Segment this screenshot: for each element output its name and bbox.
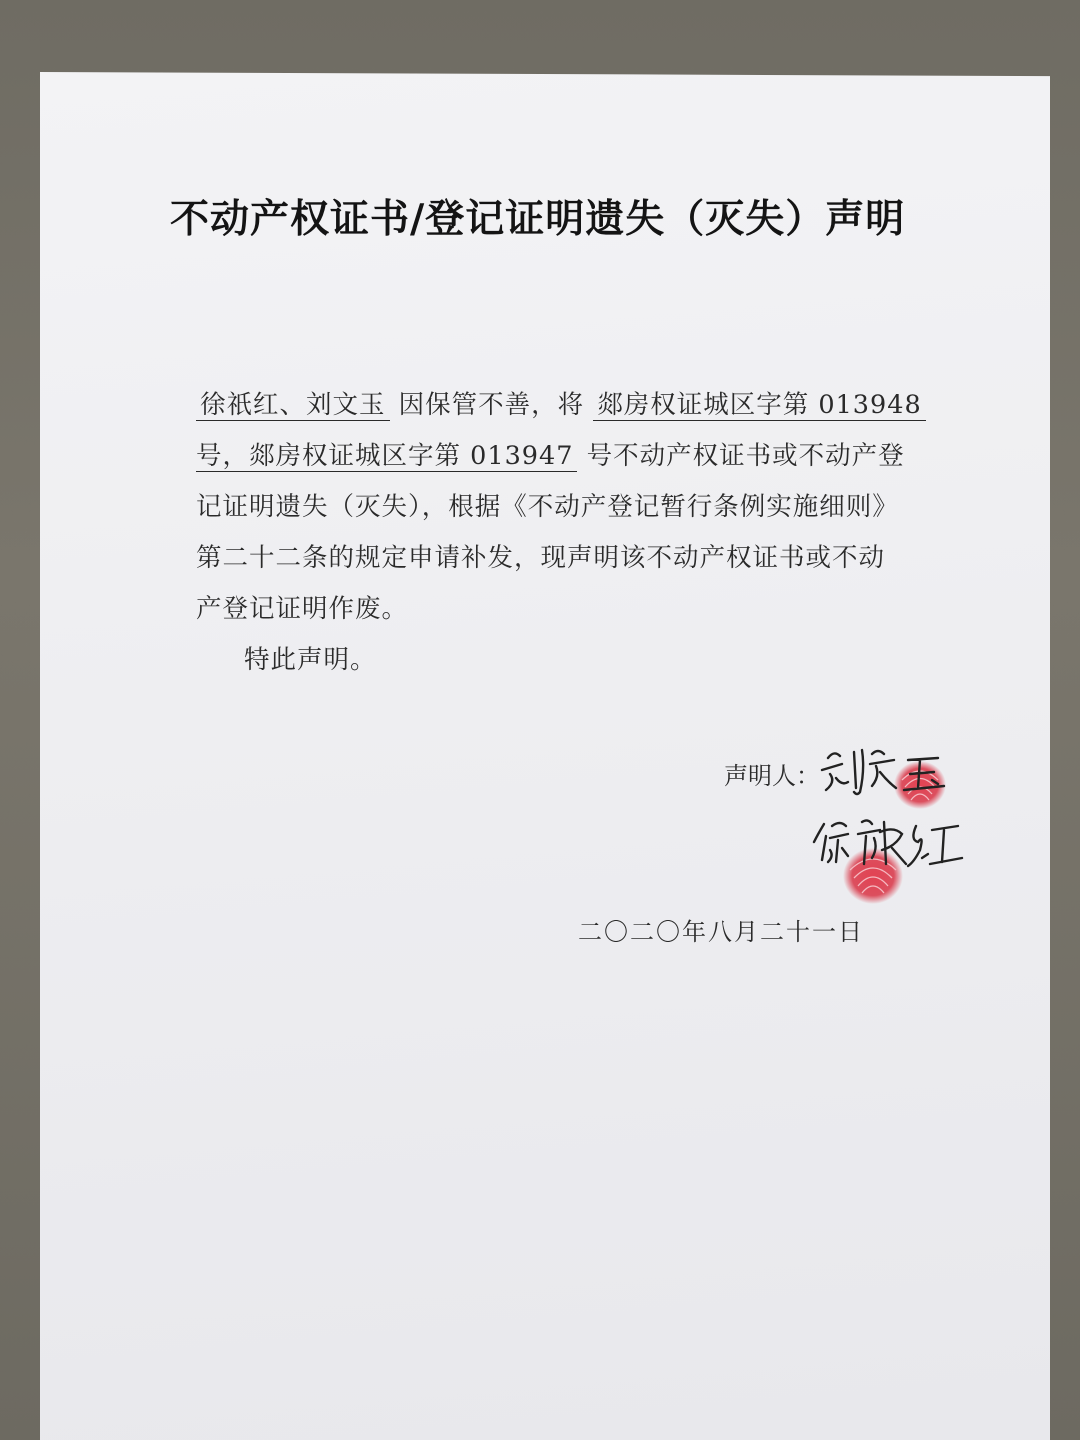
signatures-with-fingerprints xyxy=(810,730,970,920)
certificate-number-2: 郯房权证城区字第 013947 xyxy=(249,441,577,472)
certificate-number-1: 郯房权证城区字第 013948 xyxy=(593,390,925,421)
closing-statement: 特此声明。 xyxy=(244,645,377,675)
signature-block xyxy=(810,730,970,920)
document-title: 不动产权证书/登记证明遗失（灭失）声明 xyxy=(170,197,906,242)
body-line-1 xyxy=(196,380,922,431)
body-line-5: 产登记证明作废。 xyxy=(196,594,409,624)
owner-names: 徐祇红、刘文玉 xyxy=(196,390,390,421)
statement-body xyxy=(196,380,922,686)
body-text-1: 因保管不善，将 xyxy=(398,390,585,420)
signature-liu-wenyu xyxy=(822,750,944,794)
declarant-label: 声明人： xyxy=(724,762,820,790)
body-text-2: 号不动产权证书或不动产登 xyxy=(586,441,905,471)
certificate-number-2-prefix: 号， xyxy=(196,441,250,471)
body-line-3: 记证明遗失（灭失），根据《不动产登记暂行条例实施细则》 xyxy=(196,492,899,522)
body-line-2 xyxy=(196,431,905,482)
statement-date: 二〇二〇年八月二十一日 xyxy=(578,918,864,946)
body-line-4: 第二十二条的规定申请补发，现声明该不动产权证书或不动 xyxy=(196,543,886,573)
